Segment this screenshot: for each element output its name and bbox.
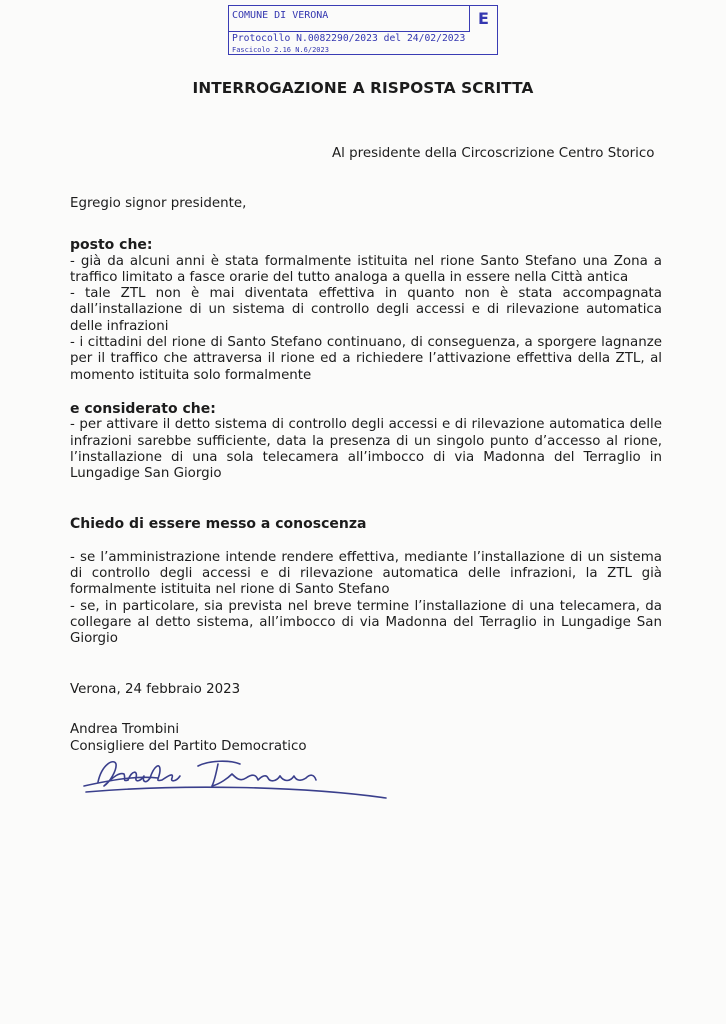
- stamp-fascicolo: Fascicolo 2.16 N.6/2023: [232, 46, 329, 54]
- stamp-protocol: Protocollo N.0082290/2023 del 24/02/2023: [232, 33, 466, 44]
- section-heading-considerato-che: e considerato che:: [70, 400, 216, 417]
- paragraph-item: - se, in particolare, sia prevista nel breve termine l’installazione di una telecamera, da collegare al detto sistema, all’imbocco di via Madonna del Terraglio in Lungadige San Giorgio: [70, 598, 662, 647]
- protocol-stamp: [228, 5, 498, 55]
- signatory-name: Andrea Trombini: [70, 722, 180, 737]
- handwritten-signature: [80, 752, 390, 802]
- stamp-office-box: [229, 6, 470, 32]
- signatory-role: Consigliere del Partito Democratico: [70, 738, 307, 754]
- paragraph-item: - per attivare il detto sistema di controllo degli accessi e di rilevazione automatica delle infrazioni sarebbe sufficiente, data la presenza di un singolo punto d’accesso al rione, l’installazione di una sola telecamera all’imbocco di via Madonna del Terraglio in Lungadige San Giorgio: [70, 417, 662, 482]
- section-heading-posto-che: posto che:: [70, 237, 153, 254]
- salutation: Egregio signor presidente,: [70, 196, 247, 211]
- letter-body: [70, 196, 662, 698]
- paragraph-item: - se l’amministrazione intende rendere effettiva, mediante l’installazione di un sistema di controllo degli accessi e di rilevazione automatica delle infrazioni, la ZTL già formalmente istituita nel rione di Santo Stefano: [70, 549, 662, 598]
- stamp-office: COMUNE DI VERONA: [232, 10, 329, 21]
- letter-date: Verona, 24 febbraio 2023: [70, 681, 241, 697]
- paragraph-item: - tale ZTL non è mai diventata effettiva in quanto non è stata accompagnata dall’installazione di un sistema di controllo degli accessi e di rilevazione automatica delle infrazioni: [70, 286, 662, 334]
- addressee: Al presidente della Circoscrizione Centro Storico: [332, 146, 655, 161]
- document-title: INTERROGAZIONE A RISPOSTA SCRITTA: [192, 79, 534, 97]
- paragraph-item: - i cittadini del rione di Santo Stefano continuano, di conseguenza, a sporgere lagnanze per il traffico che attraversa il rione ed a richiedere l’attivazione effettiva della ZTL, al momento istituita solo formalmente: [70, 335, 662, 383]
- paragraph-item: - già da alcuni anni è stata formalmente istituita nel rione Santo Stefano una Zona a traffico limitato a fasce orarie del tutto analoga a quella in essere nella Città antica: [70, 253, 662, 285]
- section-heading-chiedo: Chiedo di essere messo a conoscenza: [70, 516, 367, 533]
- signature-block: [70, 722, 307, 755]
- stamp-letter: E: [478, 9, 489, 28]
